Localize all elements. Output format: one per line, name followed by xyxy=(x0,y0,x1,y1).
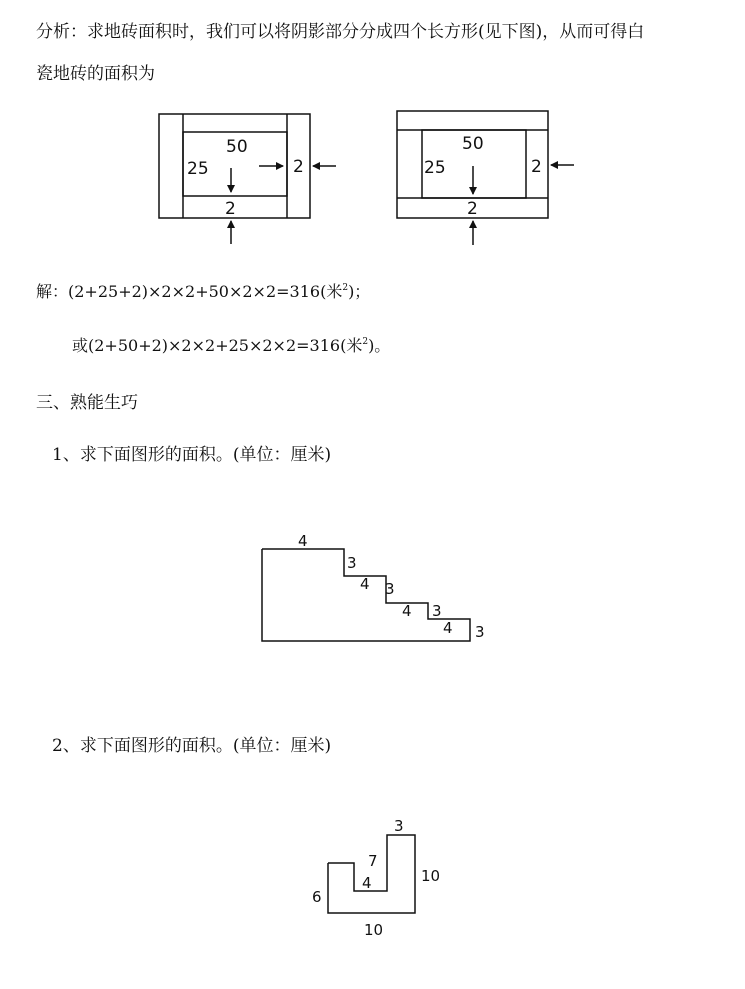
diagram-b-bottom-label: 2 xyxy=(467,199,478,219)
solution-line-2-text: 或(2+50+2)×2×2+25×2×2=316(米 xyxy=(72,336,363,355)
staircase-label-7: 4 xyxy=(443,619,453,637)
staircase-label-4: 3 xyxy=(385,580,395,598)
l-shape-label-top: 3 xyxy=(394,817,404,835)
l-shape-label-left: 6 xyxy=(312,888,322,906)
l-shape-label-inner-width: 4 xyxy=(362,874,372,892)
solution-line-1-suffix: )； xyxy=(348,282,371,301)
analysis-line-2: 瓷地砖的面积为 xyxy=(36,64,155,84)
staircase-label-2: 3 xyxy=(347,554,357,572)
diagram-b-width-label: 50 xyxy=(462,134,484,154)
staircase-label-8: 3 xyxy=(475,623,485,641)
tile-diagram-b xyxy=(397,111,574,245)
analysis-line-1: 分析：求地砖面积时，我们可以将阴影部分分成四个长方形(见下图)，从而可得白 xyxy=(36,22,645,42)
staircase-label-5: 4 xyxy=(402,602,412,620)
solution-line-2-exponent: 2 xyxy=(362,337,369,347)
solution-line-2-suffix: )。 xyxy=(368,336,391,355)
l-shape-label-bottom: 10 xyxy=(364,921,384,939)
diagram-a-right-label: 2 xyxy=(293,157,304,177)
question-1-text: 1、求下面图形的面积。(单位：厘米) xyxy=(52,445,332,465)
staircase-label-6: 3 xyxy=(432,602,442,620)
staircase-label-3: 4 xyxy=(360,575,370,593)
question-2-text: 2、求下面图形的面积。(单位：厘米) xyxy=(52,736,332,756)
solution-line-1-exponent: 2 xyxy=(342,283,349,293)
diagram-a-bottom-label: 2 xyxy=(225,199,236,219)
diagram-b-height-label: 25 xyxy=(424,158,446,178)
staircase-label-1: 4 xyxy=(298,532,308,550)
section-3-title: 三、熟能生巧 xyxy=(36,393,138,413)
tile-diagram-a xyxy=(159,114,336,244)
solution-line-1-text: 解：(2+25+2)×2×2+50×2×2=316(米 xyxy=(36,282,343,301)
diagram-a-height-label: 25 xyxy=(187,159,209,179)
diagram-a-width-label: 50 xyxy=(226,137,248,157)
l-shape-label-right: 10 xyxy=(421,867,441,885)
staircase-figure xyxy=(262,549,470,641)
diagram-b-right-label: 2 xyxy=(531,157,542,177)
l-shape-label-inner-height: 7 xyxy=(368,852,378,870)
